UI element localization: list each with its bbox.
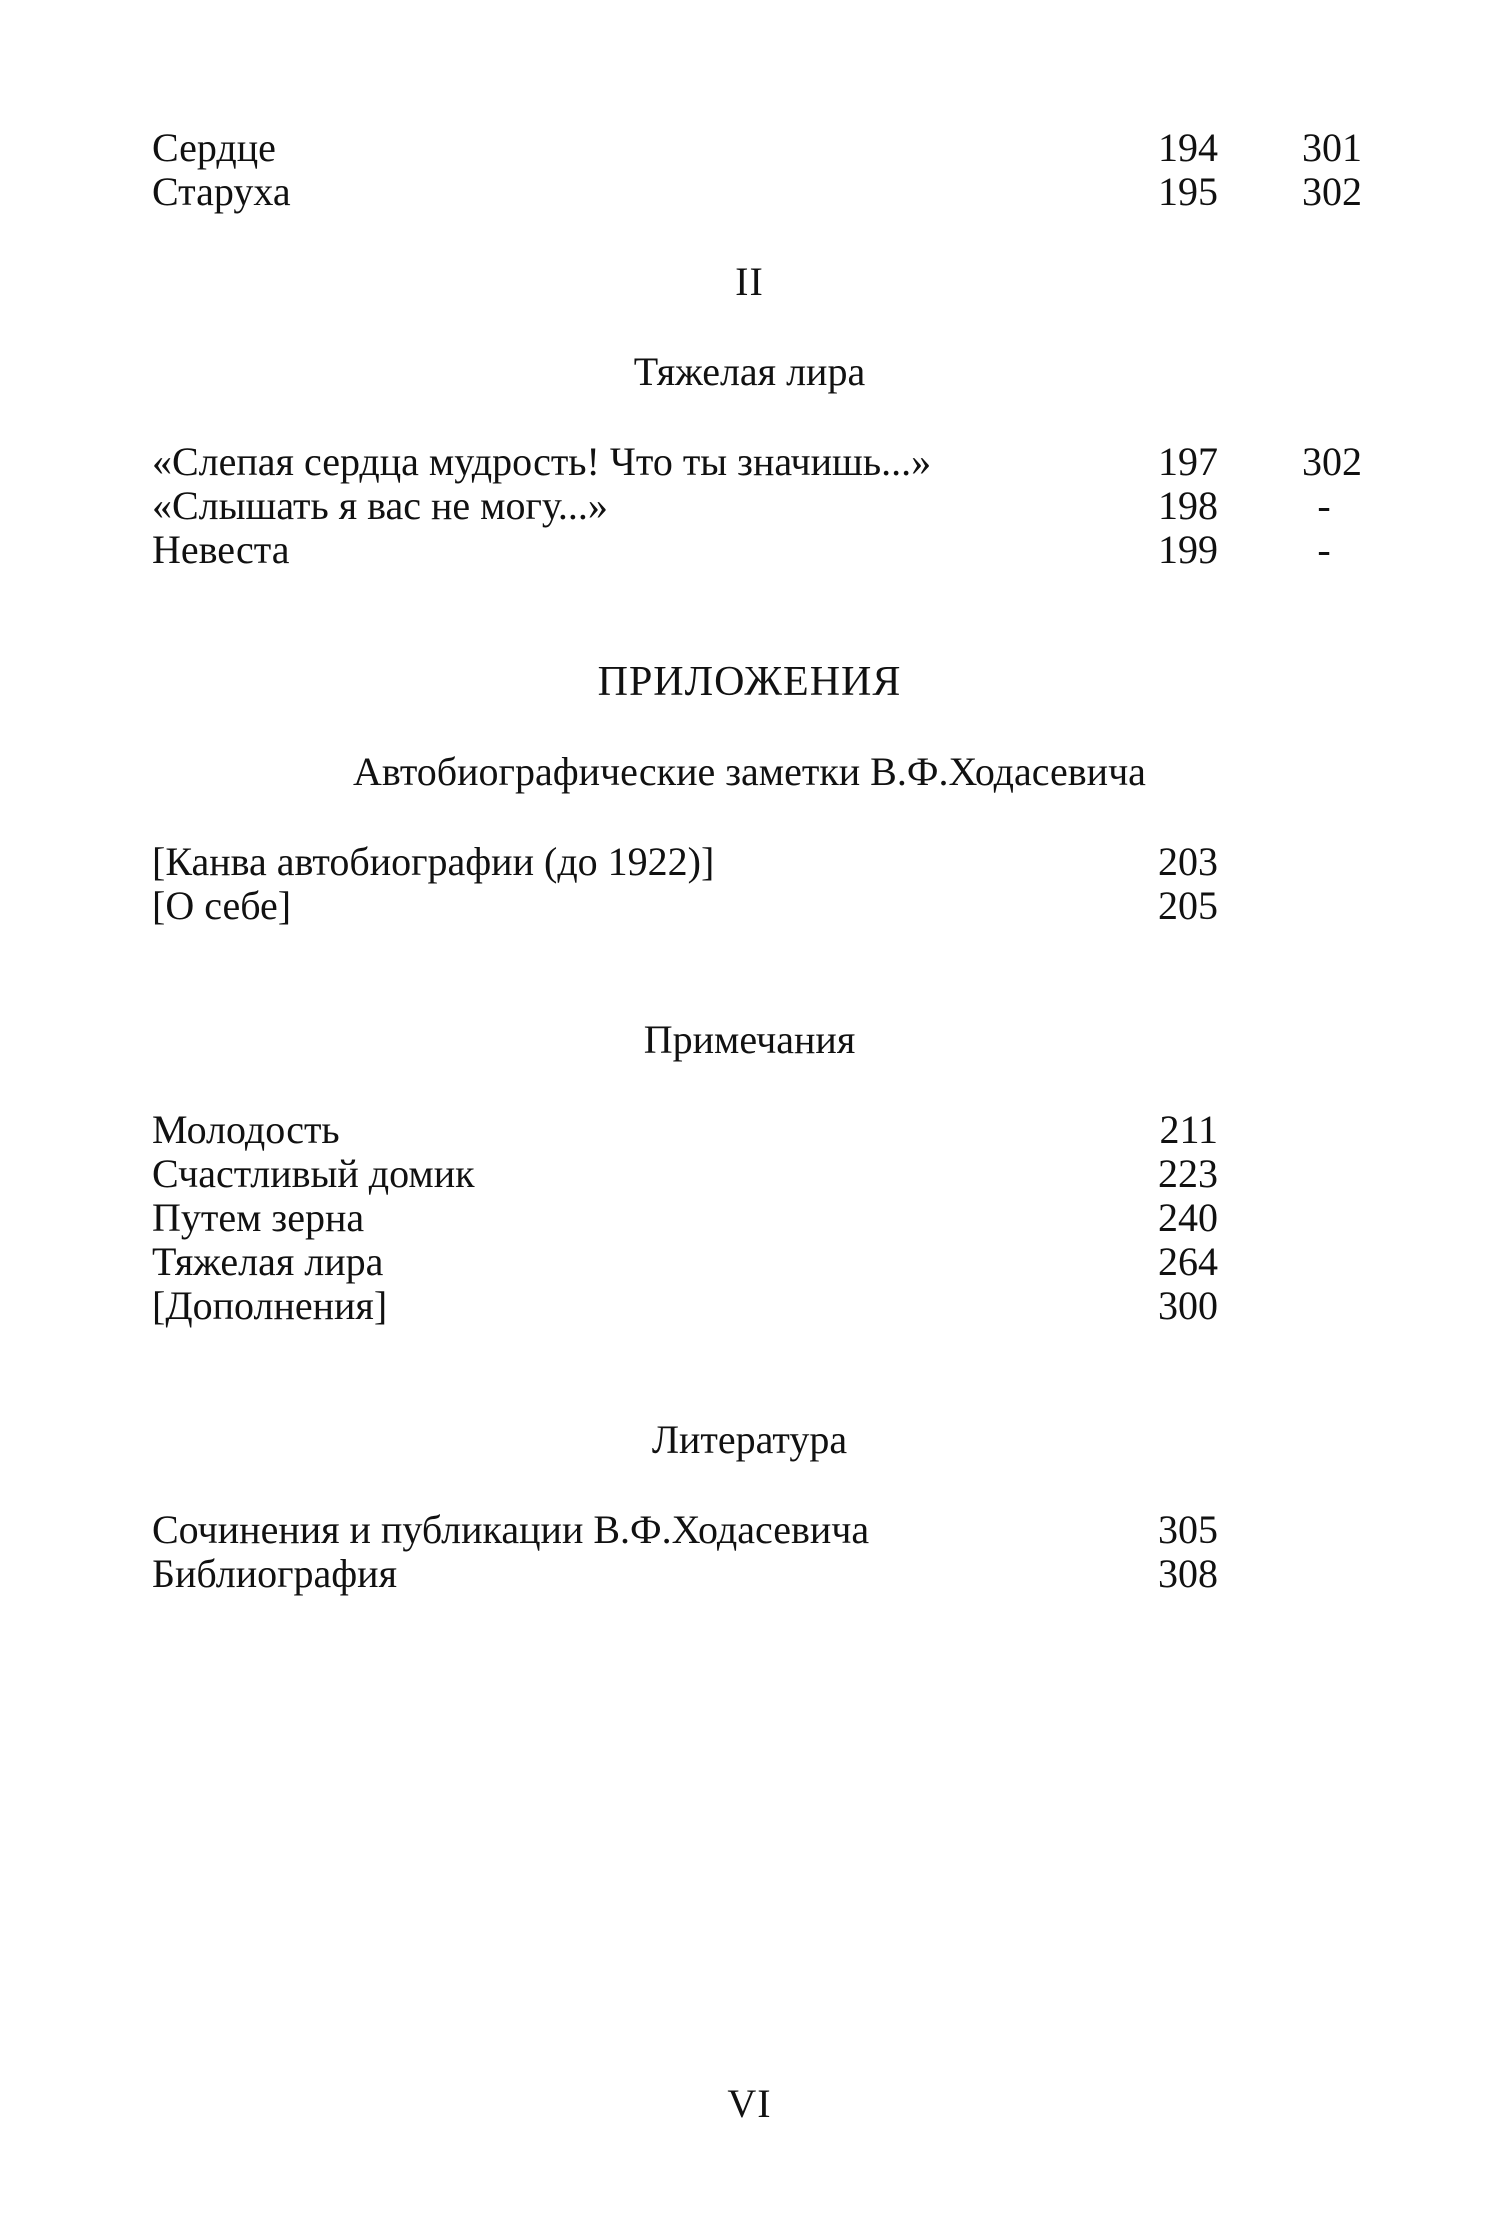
entry-page: 308 (1158, 1551, 1218, 1596)
section-heading: Литература (651, 1417, 848, 1462)
entry-title: [О себе] (152, 883, 292, 928)
toc-entry (0, 840, 1499, 884)
entry-page: 194 (1158, 125, 1218, 170)
section-heading: Тяжелая лира (633, 349, 866, 394)
toc-entry (0, 884, 1499, 928)
entry-page: 300 (1158, 1283, 1218, 1328)
toc-entry (0, 126, 1499, 170)
toc-entry (0, 484, 1499, 528)
toc-entry (0, 1240, 1499, 1284)
entry-title: «Слепая сердца мудрость! Что ты значишь...» (152, 439, 932, 484)
entry-title: [Дополнения] (152, 1283, 388, 1328)
entry-note-page: 301 (1302, 125, 1362, 170)
entry-page: 197 (1158, 439, 1218, 484)
toc-entry (0, 1196, 1499, 1240)
entry-page: 198 (1158, 483, 1218, 528)
toc-entry (0, 1552, 1499, 1596)
entry-page: 195 (1158, 169, 1218, 214)
entry-page: 199 (1158, 527, 1218, 572)
entry-title: Молодость (152, 1107, 340, 1152)
entry-title: Сочинения и публикации В.Ф.Ходасевича (152, 1507, 870, 1552)
toc-entry (0, 1284, 1499, 1328)
entry-title: [Канва автобиографии (до 1922)] (152, 839, 715, 884)
entry-title: Сердце (152, 125, 276, 170)
entry-page: 203 (1158, 839, 1218, 884)
page-number: VI (727, 2081, 772, 2126)
section-heading: Автобиографические заметки В.Ф.Ходасевича (353, 749, 1146, 794)
entry-title: «Слышать я вас не могу...» (152, 483, 608, 528)
toc-entry (0, 1152, 1499, 1196)
entry-page: 240 (1158, 1195, 1218, 1240)
entry-title: Тяжелая лира (152, 1239, 384, 1284)
entry-note-page: - (1317, 527, 1331, 572)
entry-page: 223 (1158, 1151, 1218, 1196)
entry-title: Библиография (152, 1551, 397, 1596)
toc-entry (0, 1508, 1499, 1552)
entry-title: Старуха (152, 169, 291, 214)
toc-entry (0, 440, 1499, 484)
entry-page: 264 (1158, 1239, 1218, 1284)
entry-page: 205 (1158, 883, 1218, 928)
toc-entry (0, 1108, 1499, 1152)
section-heading: Примечания (643, 1017, 856, 1062)
entry-page: 211 (1159, 1107, 1218, 1152)
entry-title: Путем зерна (152, 1195, 365, 1240)
entry-page: 305 (1158, 1507, 1218, 1552)
entry-note-page: - (1317, 483, 1331, 528)
entry-note-page: 302 (1302, 169, 1362, 214)
toc-entry (0, 528, 1499, 572)
entry-title: Невеста (152, 527, 290, 572)
entry-note-page: 302 (1302, 439, 1362, 484)
toc-entry (0, 170, 1499, 214)
appendix-heading: ПРИЛОЖЕНИЯ (597, 659, 902, 705)
entry-title: Счастливый домик (152, 1151, 475, 1196)
section-roman-numeral: II (735, 259, 764, 304)
